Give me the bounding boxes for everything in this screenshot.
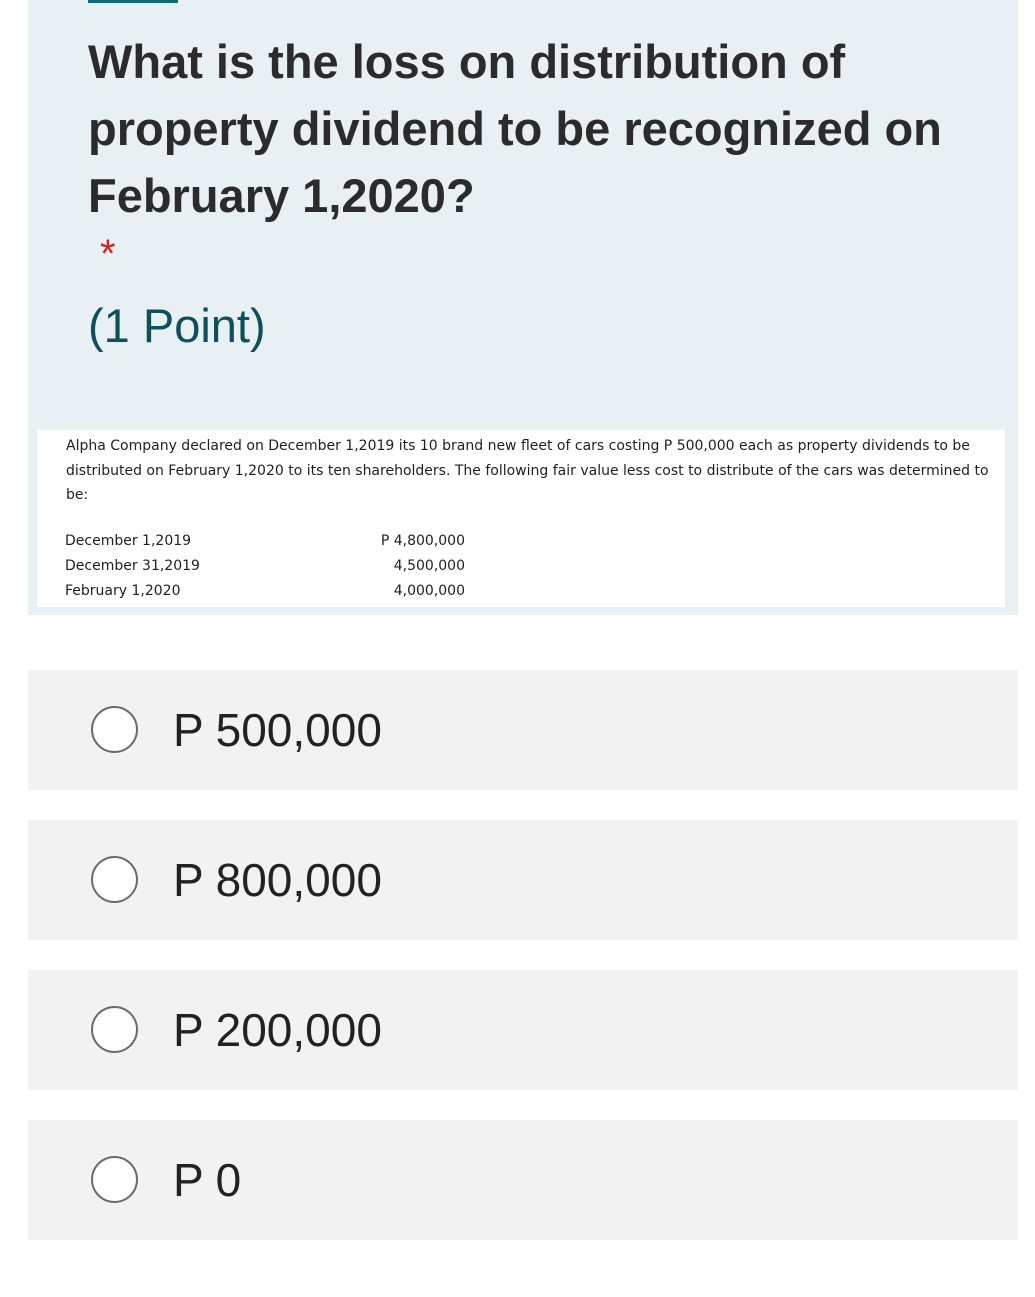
fair-value-date: December 1,2019 <box>65 533 192 549</box>
required-marker: * <box>100 232 116 276</box>
fair-value-amount: P 4,800,000 <box>380 533 465 549</box>
question-title: What is the loss on distribution of property dividend to be recognized on February 1,2020? <box>88 35 942 222</box>
scenario-text: Alpha Company declared on December 1,2019 its 10 brand new fleet of cars costing P 500,000 each as property dividends to be distributed on February 1,2020 to its ten shareholders. The following fair value less cost to distribute of the cars was determined to be: <box>66 438 989 503</box>
radio-button-icon[interactable] <box>91 856 138 903</box>
radio-button-icon[interactable] <box>91 1156 138 1203</box>
answer-option-label: P 800,000 <box>173 854 382 906</box>
answer-option-3[interactable] <box>28 970 1018 1090</box>
answer-option-label: P 500,000 <box>173 704 382 756</box>
fair-value-row <box>65 579 465 604</box>
answer-option-2[interactable] <box>28 820 1018 940</box>
answer-option-1[interactable] <box>28 670 1018 790</box>
fair-value-row <box>65 529 465 554</box>
answer-option-label: P 0 <box>173 1154 242 1206</box>
question-points: (1 Point) <box>88 299 266 352</box>
answer-option-4[interactable] <box>28 1120 1018 1240</box>
fair-value-date: December 31,2019 <box>65 558 200 574</box>
radio-button-icon[interactable] <box>91 1006 138 1053</box>
radio-button-icon[interactable] <box>91 706 138 753</box>
accent-bar <box>88 0 178 3</box>
fair-value-date: February 1,2020 <box>65 583 181 599</box>
scenario-image <box>37 430 1005 607</box>
fair-value-amount: 4,500,000 <box>393 558 465 574</box>
fair-value-row <box>65 554 465 579</box>
answer-option-label: P 200,000 <box>173 1004 382 1056</box>
fair-value-amount: 4,000,000 <box>393 583 465 599</box>
